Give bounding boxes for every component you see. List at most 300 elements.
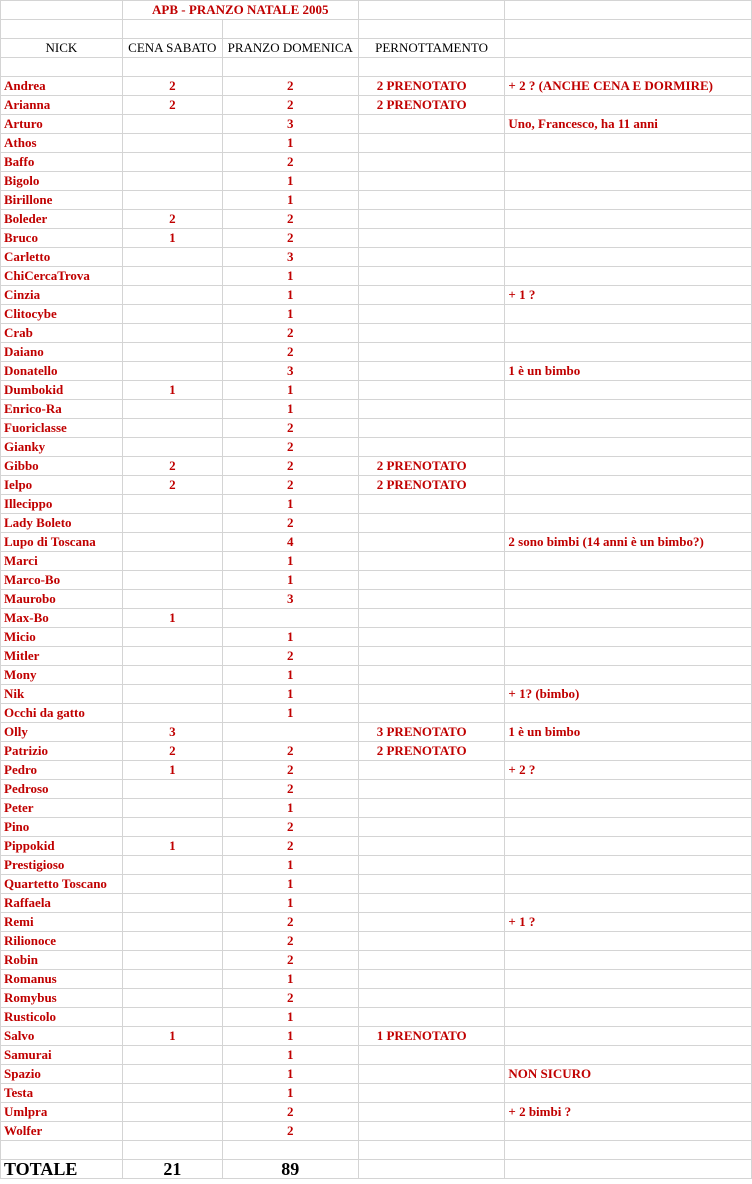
note-cell[interactable] [505, 476, 752, 495]
pranzo-domenica-cell[interactable]: 2 [222, 343, 358, 362]
nick-cell[interactable]: Raffaela [1, 894, 123, 913]
note-cell[interactable] [505, 229, 752, 248]
header-cena-sabato[interactable]: CENA SABATO [122, 39, 222, 58]
pranzo-domenica-cell[interactable]: 2 [222, 989, 358, 1008]
note-cell[interactable] [505, 837, 752, 856]
nick-cell[interactable]: Gibbo [1, 457, 123, 476]
note-cell[interactable] [505, 780, 752, 799]
pernottamento-cell[interactable] [358, 894, 505, 913]
total-cena[interactable]: 21 [122, 1160, 222, 1179]
cell[interactable] [222, 1141, 358, 1160]
pernottamento-cell[interactable] [358, 286, 505, 305]
cena-sabato-cell[interactable]: 2 [122, 476, 222, 495]
sheet-title[interactable]: APB - PRANZO NATALE 2005 [122, 1, 358, 20]
pernottamento-cell[interactable] [358, 533, 505, 552]
pranzo-domenica-cell[interactable]: 1 [222, 685, 358, 704]
cena-sabato-cell[interactable] [122, 153, 222, 172]
cena-sabato-cell[interactable] [122, 438, 222, 457]
note-cell[interactable] [505, 970, 752, 989]
note-cell[interactable]: 2 sono bimbi (14 anni è un bimbo?) [505, 533, 752, 552]
note-cell[interactable] [505, 609, 752, 628]
cena-sabato-cell[interactable] [122, 875, 222, 894]
note-cell[interactable] [505, 875, 752, 894]
cell[interactable] [358, 1, 505, 20]
pranzo-domenica-cell[interactable]: 2 [222, 153, 358, 172]
pranzo-domenica-cell[interactable]: 2 [222, 742, 358, 761]
cena-sabato-cell[interactable] [122, 362, 222, 381]
pranzo-domenica-cell[interactable]: 2 [222, 476, 358, 495]
cena-sabato-cell[interactable]: 1 [122, 837, 222, 856]
nick-cell[interactable]: Max-Bo [1, 609, 123, 628]
nick-cell[interactable]: Clitocybe [1, 305, 123, 324]
total-pranzo[interactable]: 89 [222, 1160, 358, 1179]
note-cell[interactable] [505, 647, 752, 666]
pernottamento-cell[interactable] [358, 381, 505, 400]
cell[interactable] [358, 58, 505, 77]
cena-sabato-cell[interactable] [122, 514, 222, 533]
nick-cell[interactable]: Dumbokid [1, 381, 123, 400]
cena-sabato-cell[interactable] [122, 324, 222, 343]
nick-cell[interactable]: Rusticolo [1, 1008, 123, 1027]
pernottamento-cell[interactable] [358, 989, 505, 1008]
nick-cell[interactable]: Prestigioso [1, 856, 123, 875]
nick-cell[interactable]: Baffo [1, 153, 123, 172]
pernottamento-cell[interactable] [358, 1103, 505, 1122]
pernottamento-cell[interactable]: 2 PRENOTATO [358, 476, 505, 495]
pranzo-domenica-cell[interactable]: 2 [222, 419, 358, 438]
note-cell[interactable] [505, 666, 752, 685]
note-cell[interactable] [505, 818, 752, 837]
note-cell[interactable] [505, 134, 752, 153]
nick-cell[interactable]: Peter [1, 799, 123, 818]
pranzo-domenica-cell[interactable]: 1 [222, 381, 358, 400]
nick-cell[interactable]: Micio [1, 628, 123, 647]
cena-sabato-cell[interactable] [122, 1122, 222, 1141]
header-pernottamento[interactable]: PERNOTTAMENTO [358, 39, 505, 58]
note-cell[interactable] [505, 856, 752, 875]
pernottamento-cell[interactable] [358, 780, 505, 799]
cena-sabato-cell[interactable] [122, 134, 222, 153]
nick-cell[interactable]: Maurobo [1, 590, 123, 609]
pernottamento-cell[interactable] [358, 913, 505, 932]
note-cell[interactable] [505, 457, 752, 476]
cena-sabato-cell[interactable] [122, 1046, 222, 1065]
cena-sabato-cell[interactable] [122, 780, 222, 799]
nick-cell[interactable]: Pino [1, 818, 123, 837]
note-cell[interactable] [505, 248, 752, 267]
cena-sabato-cell[interactable] [122, 818, 222, 837]
pernottamento-cell[interactable] [358, 514, 505, 533]
header-nick[interactable]: NICK [1, 39, 123, 58]
nick-cell[interactable]: Enrico-Ra [1, 400, 123, 419]
pernottamento-cell[interactable]: 1 PRENOTATO [358, 1027, 505, 1046]
pernottamento-cell[interactable] [358, 172, 505, 191]
note-cell[interactable]: 1 è un bimbo [505, 362, 752, 381]
cell[interactable] [358, 20, 505, 39]
pernottamento-cell[interactable] [358, 628, 505, 647]
nick-cell[interactable]: Marci [1, 552, 123, 571]
nick-cell[interactable]: Romybus [1, 989, 123, 1008]
pranzo-domenica-cell[interactable]: 1 [222, 875, 358, 894]
note-cell[interactable]: + 2 ? [505, 761, 752, 780]
pranzo-domenica-cell[interactable]: 1 [222, 172, 358, 191]
note-cell[interactable] [505, 438, 752, 457]
cell[interactable] [1, 58, 123, 77]
pranzo-domenica-cell[interactable]: 1 [222, 628, 358, 647]
cell[interactable] [505, 1160, 752, 1179]
pernottamento-cell[interactable] [358, 362, 505, 381]
pernottamento-cell[interactable] [358, 400, 505, 419]
pernottamento-cell[interactable] [358, 799, 505, 818]
pranzo-domenica-cell[interactable]: 1 [222, 267, 358, 286]
header-pranzo-domenica[interactable]: PRANZO DOMENICA [222, 39, 358, 58]
cena-sabato-cell[interactable] [122, 970, 222, 989]
pranzo-domenica-cell[interactable]: 1 [222, 1027, 358, 1046]
nick-cell[interactable]: Crab [1, 324, 123, 343]
nick-cell[interactable]: Spazio [1, 1065, 123, 1084]
pernottamento-cell[interactable] [358, 267, 505, 286]
pranzo-domenica-cell[interactable]: 1 [222, 1065, 358, 1084]
note-cell[interactable] [505, 305, 752, 324]
nick-cell[interactable]: Mony [1, 666, 123, 685]
pranzo-domenica-cell[interactable]: 2 [222, 438, 358, 457]
pranzo-domenica-cell[interactable]: 2 [222, 96, 358, 115]
cena-sabato-cell[interactable] [122, 856, 222, 875]
nick-cell[interactable]: Arturo [1, 115, 123, 134]
cena-sabato-cell[interactable] [122, 533, 222, 552]
cell[interactable] [505, 20, 752, 39]
cena-sabato-cell[interactable] [122, 552, 222, 571]
nick-cell[interactable]: Ielpo [1, 476, 123, 495]
cena-sabato-cell[interactable] [122, 685, 222, 704]
note-cell[interactable] [505, 96, 752, 115]
pranzo-domenica-cell[interactable]: 1 [222, 856, 358, 875]
nick-cell[interactable]: Wolfer [1, 1122, 123, 1141]
pernottamento-cell[interactable] [358, 229, 505, 248]
note-cell[interactable] [505, 381, 752, 400]
cena-sabato-cell[interactable] [122, 115, 222, 134]
note-cell[interactable] [505, 1084, 752, 1103]
cena-sabato-cell[interactable] [122, 343, 222, 362]
pernottamento-cell[interactable] [358, 571, 505, 590]
header-note[interactable] [505, 39, 752, 58]
cell[interactable] [505, 1, 752, 20]
pernottamento-cell[interactable] [358, 970, 505, 989]
nick-cell[interactable]: Andrea [1, 77, 123, 96]
nick-cell[interactable]: Occhi da gatto [1, 704, 123, 723]
cena-sabato-cell[interactable] [122, 191, 222, 210]
note-cell[interactable]: + 2 ? (ANCHE CENA E DORMIRE) [505, 77, 752, 96]
pernottamento-cell[interactable] [358, 818, 505, 837]
nick-cell[interactable]: Olly [1, 723, 123, 742]
nick-cell[interactable]: Patrizio [1, 742, 123, 761]
nick-cell[interactable]: Illecippo [1, 495, 123, 514]
note-cell[interactable] [505, 989, 752, 1008]
cena-sabato-cell[interactable] [122, 305, 222, 324]
note-cell[interactable]: + 1 ? [505, 286, 752, 305]
pernottamento-cell[interactable] [358, 951, 505, 970]
pernottamento-cell[interactable] [358, 134, 505, 153]
nick-cell[interactable]: ChiCercaTrova [1, 267, 123, 286]
cena-sabato-cell[interactable] [122, 1008, 222, 1027]
cena-sabato-cell[interactable] [122, 932, 222, 951]
nick-cell[interactable]: Lupo di Toscana [1, 533, 123, 552]
pernottamento-cell[interactable] [358, 248, 505, 267]
pernottamento-cell[interactable] [358, 932, 505, 951]
pranzo-domenica-cell[interactable] [222, 723, 358, 742]
note-cell[interactable] [505, 1122, 752, 1141]
cena-sabato-cell[interactable] [122, 1084, 222, 1103]
pernottamento-cell[interactable] [358, 324, 505, 343]
cena-sabato-cell[interactable]: 2 [122, 742, 222, 761]
pranzo-domenica-cell[interactable]: 2 [222, 210, 358, 229]
pranzo-domenica-cell[interactable]: 2 [222, 818, 358, 837]
note-cell[interactable] [505, 951, 752, 970]
pranzo-domenica-cell[interactable]: 2 [222, 457, 358, 476]
pranzo-domenica-cell[interactable]: 2 [222, 837, 358, 856]
pernottamento-cell[interactable] [358, 1046, 505, 1065]
cell[interactable] [122, 58, 222, 77]
pernottamento-cell[interactable]: 2 PRENOTATO [358, 457, 505, 476]
cena-sabato-cell[interactable] [122, 590, 222, 609]
cell[interactable] [1, 1, 123, 20]
note-cell[interactable] [505, 799, 752, 818]
cena-sabato-cell[interactable]: 2 [122, 77, 222, 96]
nick-cell[interactable]: Romanus [1, 970, 123, 989]
note-cell[interactable] [505, 628, 752, 647]
note-cell[interactable] [505, 267, 752, 286]
pernottamento-cell[interactable] [358, 1065, 505, 1084]
pranzo-domenica-cell[interactable]: 3 [222, 362, 358, 381]
pernottamento-cell[interactable] [358, 666, 505, 685]
pranzo-domenica-cell[interactable]: 3 [222, 248, 358, 267]
pranzo-domenica-cell[interactable]: 2 [222, 647, 358, 666]
nick-cell[interactable]: Gianky [1, 438, 123, 457]
pranzo-domenica-cell[interactable]: 1 [222, 286, 358, 305]
pernottamento-cell[interactable]: 2 PRENOTATO [358, 742, 505, 761]
cena-sabato-cell[interactable] [122, 951, 222, 970]
cena-sabato-cell[interactable]: 1 [122, 609, 222, 628]
note-cell[interactable]: NON SICURO [505, 1065, 752, 1084]
note-cell[interactable] [505, 419, 752, 438]
nick-cell[interactable]: Athos [1, 134, 123, 153]
cena-sabato-cell[interactable]: 3 [122, 723, 222, 742]
pranzo-domenica-cell[interactable]: 1 [222, 894, 358, 913]
pranzo-domenica-cell[interactable]: 1 [222, 305, 358, 324]
nick-cell[interactable]: Donatello [1, 362, 123, 381]
pernottamento-cell[interactable] [358, 590, 505, 609]
pranzo-domenica-cell[interactable]: 2 [222, 932, 358, 951]
nick-cell[interactable]: Lady Boleto [1, 514, 123, 533]
pranzo-domenica-cell[interactable]: 2 [222, 77, 358, 96]
pranzo-domenica-cell[interactable]: 3 [222, 115, 358, 134]
cell[interactable] [1, 20, 123, 39]
pranzo-domenica-cell[interactable]: 2 [222, 780, 358, 799]
cena-sabato-cell[interactable] [122, 419, 222, 438]
nick-cell[interactable]: Birillone [1, 191, 123, 210]
pranzo-domenica-cell[interactable]: 1 [222, 1008, 358, 1027]
nick-cell[interactable]: Boleder [1, 210, 123, 229]
cell[interactable] [122, 1141, 222, 1160]
pernottamento-cell[interactable] [358, 647, 505, 666]
nick-cell[interactable]: Marco-Bo [1, 571, 123, 590]
cena-sabato-cell[interactable] [122, 571, 222, 590]
note-cell[interactable] [505, 1046, 752, 1065]
pranzo-domenica-cell[interactable]: 2 [222, 913, 358, 932]
cena-sabato-cell[interactable] [122, 248, 222, 267]
cena-sabato-cell[interactable]: 1 [122, 761, 222, 780]
cena-sabato-cell[interactable] [122, 495, 222, 514]
pernottamento-cell[interactable] [358, 305, 505, 324]
note-cell[interactable]: 1 è un bimbo [505, 723, 752, 742]
cell[interactable] [358, 1141, 505, 1160]
pernottamento-cell[interactable] [358, 343, 505, 362]
note-cell[interactable] [505, 590, 752, 609]
cena-sabato-cell[interactable] [122, 267, 222, 286]
nick-cell[interactable]: Carletto [1, 248, 123, 267]
cena-sabato-cell[interactable]: 2 [122, 457, 222, 476]
pranzo-domenica-cell[interactable]: 1 [222, 970, 358, 989]
cena-sabato-cell[interactable] [122, 989, 222, 1008]
pranzo-domenica-cell[interactable]: 2 [222, 229, 358, 248]
note-cell[interactable] [505, 400, 752, 419]
cena-sabato-cell[interactable] [122, 666, 222, 685]
pernottamento-cell[interactable] [358, 210, 505, 229]
cena-sabato-cell[interactable] [122, 704, 222, 723]
nick-cell[interactable]: Samurai [1, 1046, 123, 1065]
note-cell[interactable] [505, 1027, 752, 1046]
note-cell[interactable] [505, 495, 752, 514]
note-cell[interactable]: + 1? (bimbo) [505, 685, 752, 704]
nick-cell[interactable]: Cinzia [1, 286, 123, 305]
nick-cell[interactable]: Fuoriclasse [1, 419, 123, 438]
nick-cell[interactable]: Nik [1, 685, 123, 704]
cena-sabato-cell[interactable]: 1 [122, 229, 222, 248]
cena-sabato-cell[interactable]: 2 [122, 210, 222, 229]
note-cell[interactable] [505, 704, 752, 723]
pernottamento-cell[interactable] [358, 438, 505, 457]
pranzo-domenica-cell[interactable]: 1 [222, 799, 358, 818]
cena-sabato-cell[interactable] [122, 799, 222, 818]
cena-sabato-cell[interactable] [122, 647, 222, 666]
pranzo-domenica-cell[interactable]: 4 [222, 533, 358, 552]
pranzo-domenica-cell[interactable]: 2 [222, 324, 358, 343]
pranzo-domenica-cell[interactable]: 2 [222, 1103, 358, 1122]
note-cell[interactable] [505, 210, 752, 229]
pernottamento-cell[interactable] [358, 419, 505, 438]
pernottamento-cell[interactable] [358, 856, 505, 875]
note-cell[interactable] [505, 153, 752, 172]
note-cell[interactable] [505, 191, 752, 210]
pranzo-domenica-cell[interactable]: 2 [222, 514, 358, 533]
pranzo-domenica-cell[interactable]: 2 [222, 1122, 358, 1141]
note-cell[interactable]: Uno, Francesco, ha 11 anni [505, 115, 752, 134]
pernottamento-cell[interactable] [358, 1084, 505, 1103]
cell[interactable] [122, 20, 222, 39]
pernottamento-cell[interactable] [358, 495, 505, 514]
pranzo-domenica-cell[interactable]: 1 [222, 191, 358, 210]
pernottamento-cell[interactable]: 2 PRENOTATO [358, 77, 505, 96]
pranzo-domenica-cell[interactable]: 1 [222, 495, 358, 514]
nick-cell[interactable]: Umlpra [1, 1103, 123, 1122]
nick-cell[interactable]: Quartetto Toscano [1, 875, 123, 894]
pranzo-domenica-cell[interactable] [222, 609, 358, 628]
pernottamento-cell[interactable]: 3 PRENOTATO [358, 723, 505, 742]
cell[interactable] [222, 20, 358, 39]
note-cell[interactable] [505, 742, 752, 761]
nick-cell[interactable]: Testa [1, 1084, 123, 1103]
cena-sabato-cell[interactable]: 1 [122, 381, 222, 400]
cena-sabato-cell[interactable] [122, 172, 222, 191]
nick-cell[interactable]: Robin [1, 951, 123, 970]
pranzo-domenica-cell[interactable]: 1 [222, 571, 358, 590]
pranzo-domenica-cell[interactable]: 1 [222, 666, 358, 685]
cell[interactable] [1, 1141, 123, 1160]
pernottamento-cell[interactable] [358, 609, 505, 628]
nick-cell[interactable]: Arianna [1, 96, 123, 115]
nick-cell[interactable]: Remi [1, 913, 123, 932]
cell[interactable] [222, 58, 358, 77]
cena-sabato-cell[interactable]: 1 [122, 1027, 222, 1046]
pranzo-domenica-cell[interactable]: 1 [222, 400, 358, 419]
nick-cell[interactable]: Pedro [1, 761, 123, 780]
pernottamento-cell[interactable] [358, 552, 505, 571]
pernottamento-cell[interactable] [358, 761, 505, 780]
pernottamento-cell[interactable]: 2 PRENOTATO [358, 96, 505, 115]
nick-cell[interactable]: Bigolo [1, 172, 123, 191]
note-cell[interactable] [505, 894, 752, 913]
note-cell[interactable] [505, 324, 752, 343]
note-cell[interactable] [505, 514, 752, 533]
pranzo-domenica-cell[interactable]: 1 [222, 1084, 358, 1103]
nick-cell[interactable]: Bruco [1, 229, 123, 248]
pranzo-domenica-cell[interactable]: 1 [222, 704, 358, 723]
note-cell[interactable] [505, 1008, 752, 1027]
cena-sabato-cell[interactable] [122, 894, 222, 913]
pernottamento-cell[interactable] [358, 837, 505, 856]
cena-sabato-cell[interactable]: 2 [122, 96, 222, 115]
note-cell[interactable] [505, 571, 752, 590]
cell[interactable] [505, 58, 752, 77]
cell[interactable] [505, 1141, 752, 1160]
pernottamento-cell[interactable] [358, 875, 505, 894]
pranzo-domenica-cell[interactable]: 2 [222, 761, 358, 780]
pernottamento-cell[interactable] [358, 191, 505, 210]
pranzo-domenica-cell[interactable]: 1 [222, 552, 358, 571]
nick-cell[interactable]: Salvo [1, 1027, 123, 1046]
pernottamento-cell[interactable] [358, 1008, 505, 1027]
cell[interactable] [358, 1160, 505, 1179]
nick-cell[interactable]: Rilionoce [1, 932, 123, 951]
pernottamento-cell[interactable] [358, 115, 505, 134]
note-cell[interactable] [505, 172, 752, 191]
note-cell[interactable]: + 1 ? [505, 913, 752, 932]
pranzo-domenica-cell[interactable]: 3 [222, 590, 358, 609]
total-label[interactable]: TOTALE [1, 1160, 123, 1179]
pernottamento-cell[interactable] [358, 1122, 505, 1141]
cena-sabato-cell[interactable] [122, 400, 222, 419]
cena-sabato-cell[interactable] [122, 1065, 222, 1084]
pernottamento-cell[interactable] [358, 685, 505, 704]
pernottamento-cell[interactable] [358, 704, 505, 723]
nick-cell[interactable]: Mitler [1, 647, 123, 666]
nick-cell[interactable]: Pedroso [1, 780, 123, 799]
pernottamento-cell[interactable] [358, 153, 505, 172]
note-cell[interactable] [505, 932, 752, 951]
cena-sabato-cell[interactable] [122, 286, 222, 305]
nick-cell[interactable]: Daiano [1, 343, 123, 362]
pranzo-domenica-cell[interactable]: 1 [222, 134, 358, 153]
